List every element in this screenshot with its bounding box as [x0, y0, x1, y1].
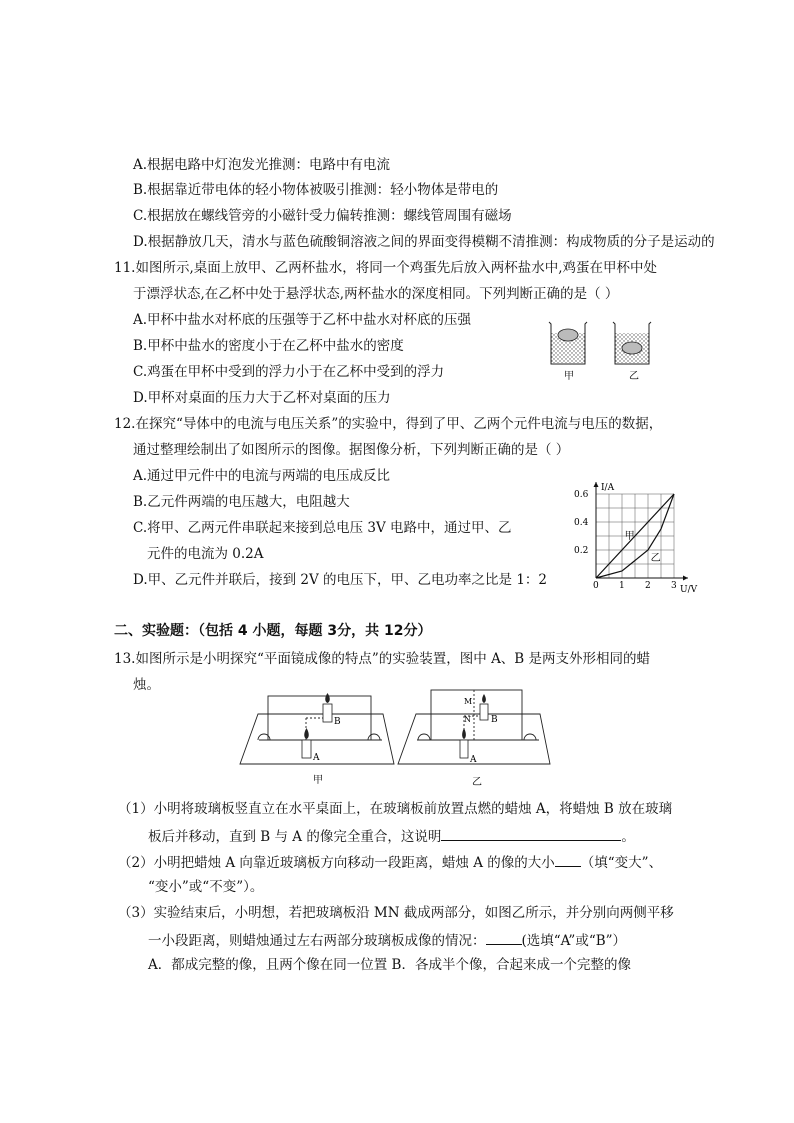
candle-a-yi — [460, 728, 468, 758]
answer-blank-2[interactable] — [555, 852, 581, 867]
q11-stem-line2: 于漂浮状态,在乙杯中处于悬浮状态,两杯盐水的深度相同。下列判断正确的是（ ） — [133, 286, 619, 302]
q12-option-c-line1: C.将甲、乙两元件串联起来接到总电压 3V 电路中，通过甲、乙 — [133, 520, 512, 536]
beaker-label-jia: 甲 — [564, 371, 574, 382]
q12-option-b: B.乙元件两端的电压越大，电阻越大 — [133, 494, 350, 510]
q13-part2-line2: “变小”或“不变”）。 — [148, 879, 264, 895]
figure-label-yi: 乙 — [472, 777, 482, 788]
egg-floating — [558, 329, 578, 341]
candle-b-label: B — [334, 717, 341, 727]
q13-part2-end: （填“变大”、 — [580, 855, 663, 871]
candle-b-label-yi: B — [491, 715, 498, 725]
q10-option-d: D.根据静放几天，清水与蓝色硫酸铜溶液之间的界面变得模糊不清推测：构成物质的分子是运动的 — [133, 234, 715, 250]
q12-stem-line2: 通过整理绘制出了如图所示的图像。据图像分析，下列判断正确的是（ ） — [133, 442, 570, 458]
q10-option-a: A.根据电路中灯泡发光推测：电路中有电流 — [133, 157, 391, 173]
q13-stem-line2: 烛。 — [133, 677, 160, 693]
beaker-label-yi: 乙 — [629, 371, 639, 382]
q13-part2-text: （2）小明把蜡烛 A 向靠近玻璃板方向移动一段距离，蜡烛 A 的像的大小 — [118, 855, 555, 871]
q11-stem-line1: 11.如图所示,桌面上放甲、乙两杯盐水，将同一个鸡蛋先后放入两杯盐水中,鸡蛋在甲杯中处 — [114, 260, 658, 276]
q13-stem-line1: 13.如图所示是小明探究“平面镜成像的特点”的实验装置，图中 A、B 是两支外形相同的蜡 — [114, 651, 651, 667]
q12-option-c-line2: 元件的电流为 0.2A — [147, 546, 264, 562]
q12-option-d: D.甲、乙元件并联后，接到 2V 的电压下，甲、乙电功率之比是 1：2 — [133, 572, 548, 588]
q11-option-d: D.甲杯对桌面的压力大于乙杯对桌面的压力 — [133, 390, 391, 406]
q10-option-c: C.根据放在螺线管旁的小磁针受力偏转推测：螺线管周围有磁场 — [133, 208, 512, 224]
q11-option-b: B.甲杯中盐水的密度小于在乙杯中盐水的密度 — [133, 338, 404, 354]
series-label-yi: 乙 — [650, 553, 661, 565]
q13-part3-line2 — [148, 930, 626, 950]
y-axis-label: I/A — [601, 483, 615, 493]
candle-a-label: A — [313, 753, 320, 763]
current-voltage-chart — [570, 478, 700, 594]
mirror-experiment-figure — [238, 688, 568, 790]
figure-label-jia: 甲 — [313, 775, 323, 786]
beaker-yi — [613, 322, 651, 382]
x-tick-label: 0 — [593, 581, 599, 591]
q13-part1-end: 。 — [621, 829, 635, 845]
x-tick-label: 3 — [671, 581, 677, 591]
point-n-label: N — [464, 715, 471, 724]
q13-part3-end: (选填“A”或“B”） — [521, 933, 627, 949]
answer-blank-3[interactable] — [486, 930, 522, 945]
x-axis-label: U/V — [680, 585, 698, 594]
q12-option-a: A.通过甲元件中的电流与两端的电压成反比 — [133, 468, 391, 484]
candle-b — [323, 693, 332, 722]
y-tick-label: 0.4 — [574, 518, 589, 528]
q13-part1-line1: （1）小明将玻璃板竖直立在水平桌面上，在玻璃板前放置点燃的蜡烛 A，将蜡烛 B 放在玻璃 — [118, 801, 673, 817]
q11-option-a: A.甲杯中盐水对杯底的压强等于乙杯中盐水对杯底的压强 — [133, 312, 472, 328]
beakers-figure — [545, 318, 655, 382]
candle-a — [302, 728, 311, 758]
q13-part3-line1: （3）实验结束后，小明想，若把玻璃板沿 MN 截成两部分，如图乙所示，并分别向两侧平移 — [118, 905, 674, 921]
point-m-label: M — [464, 697, 473, 706]
y-axis-arrow — [594, 482, 599, 487]
setup-yi — [398, 690, 550, 764]
q10-option-b: B.根据靠近带电体的轻小物体被吸引推测：轻小物体是带电的 — [133, 182, 499, 198]
x-tick-label: 1 — [619, 581, 625, 591]
q13-part1-text: 板后并移动，直到 B 与 A 的像完全重合，这说明 — [148, 829, 442, 845]
section-heading: 二、实验题：（包括 4 小题，每题 3分，共 12分） — [114, 623, 432, 639]
egg-suspended — [622, 342, 642, 354]
y-tick-label: 0.2 — [574, 546, 589, 556]
q11-option-c: C.鸡蛋在甲杯中受到的浮力小于在乙杯中受到的浮力 — [133, 364, 445, 380]
candle-b-yi — [480, 694, 488, 720]
candle-a-label-yi: A — [470, 755, 477, 765]
y-tick-label: 0.6 — [574, 490, 589, 500]
q13-part3-text: 一小段距离，则蜡烛通过左右两部分玻璃板成像的情况： — [148, 933, 486, 949]
x-axis-arrow — [683, 576, 688, 581]
answer-blank-1[interactable] — [441, 826, 621, 841]
beaker-jia — [549, 322, 587, 382]
q12-stem-line1: 12.在探究“导体中的电流与电压关系”的实验中，得到了甲、乙两个元件电流与电压的数据， — [114, 416, 663, 432]
q13-part1-line2 — [148, 826, 635, 846]
q13-part3-options: A．都成完整的像，且两个像在同一位置 B．各成半个像，合起来成一个完整的像 — [148, 957, 631, 973]
x-tick-label: 2 — [645, 581, 651, 591]
series-label-jia: 甲 — [624, 530, 635, 542]
q13-part2-line1 — [118, 852, 662, 872]
